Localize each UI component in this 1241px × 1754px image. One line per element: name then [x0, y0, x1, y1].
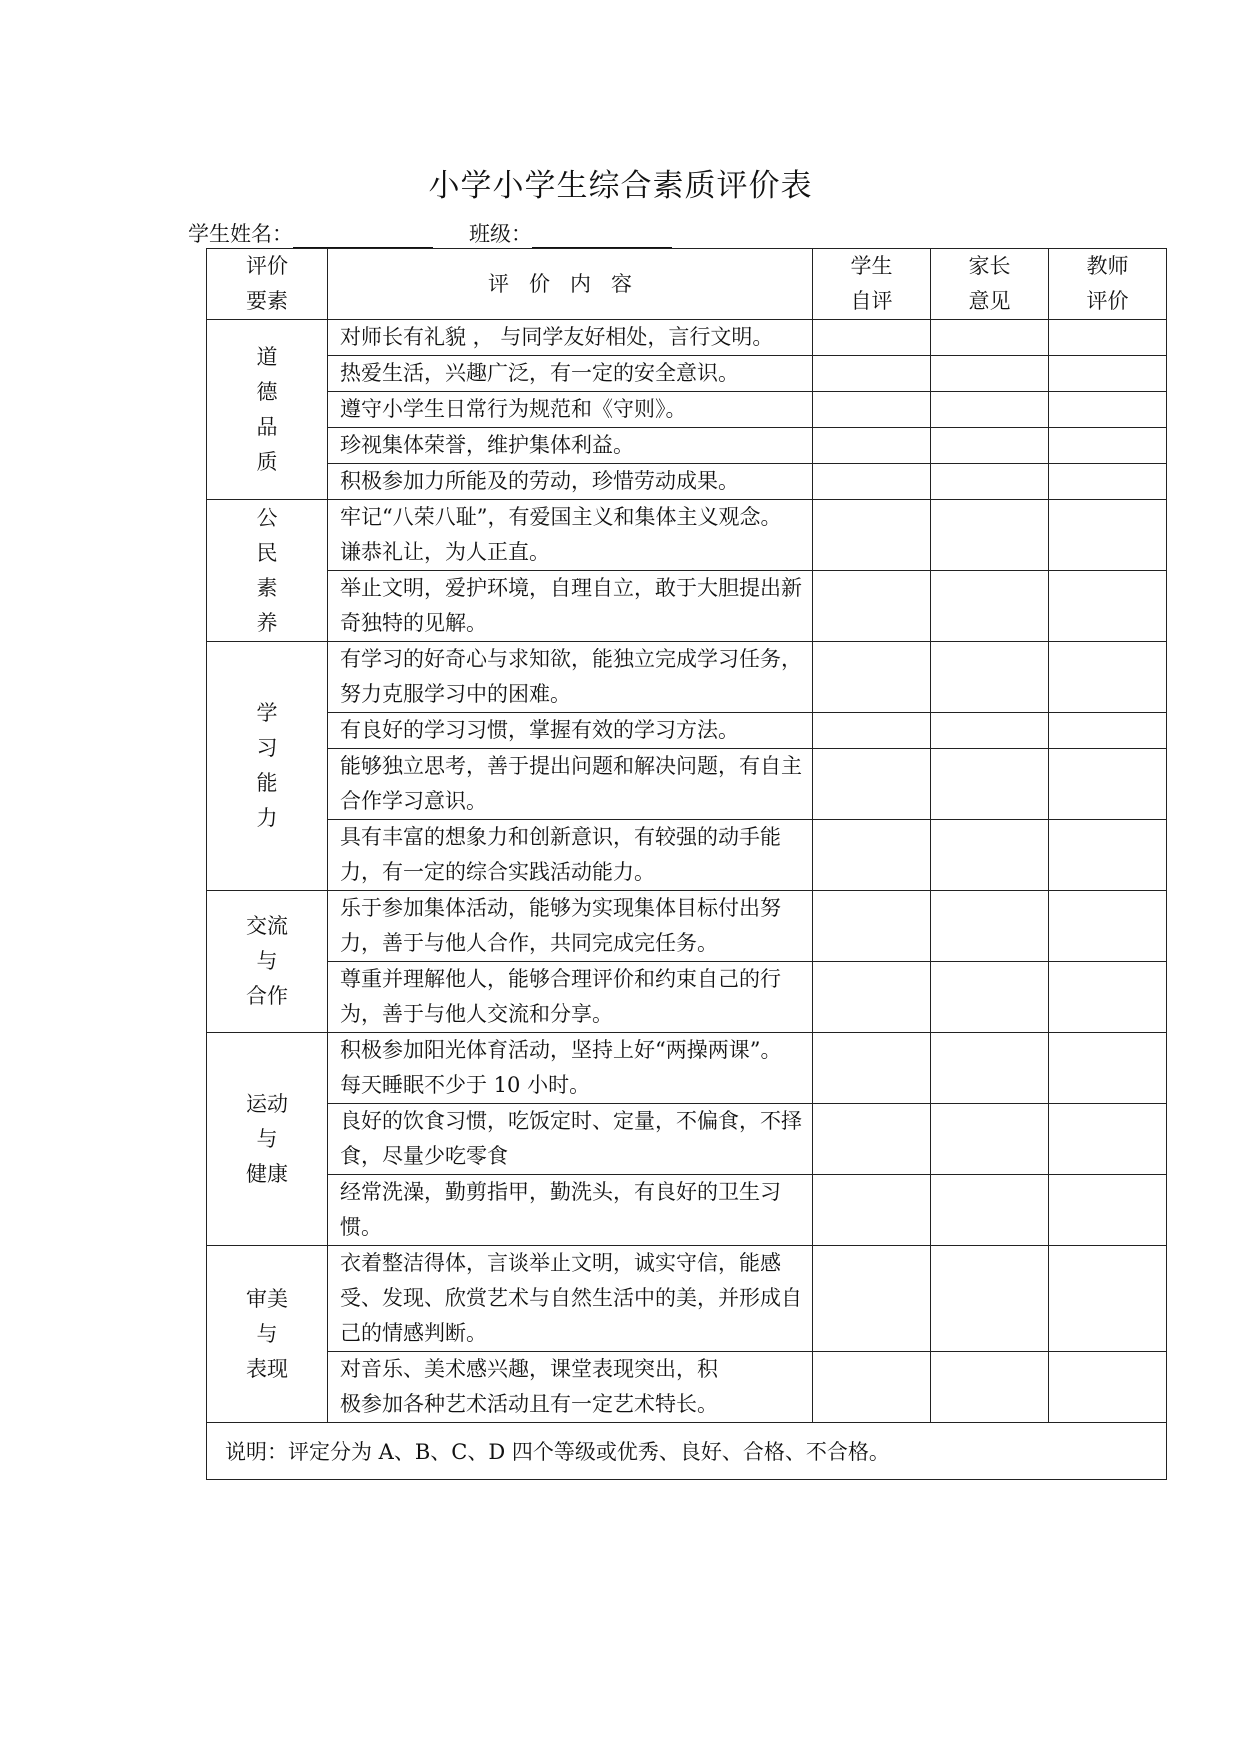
parent-opinion-cell[interactable] — [931, 1033, 1049, 1104]
evaluation-row — [207, 428, 1167, 464]
self-evaluation-cell[interactable] — [813, 320, 931, 356]
teacher-evaluation-cell[interactable] — [1049, 1352, 1167, 1423]
criterion-text: 珍视集体荣誉，维护集体利益。 — [328, 428, 813, 464]
self-evaluation-cell[interactable] — [813, 428, 931, 464]
criterion-text: 有良好的学习习惯，掌握有效的学习方法。 — [328, 713, 813, 749]
evaluation-row — [207, 749, 1167, 820]
criterion-text: 对师长有礼貌 ， 与同学友好相处，言行文明。 — [328, 320, 813, 356]
self-evaluation-cell[interactable] — [813, 642, 931, 713]
teacher-evaluation-cell[interactable] — [1049, 392, 1167, 428]
evaluation-row — [207, 356, 1167, 392]
header-content: 评价内容 — [328, 249, 813, 320]
parent-opinion-cell[interactable] — [931, 464, 1049, 500]
evaluation-row — [207, 1352, 1167, 1423]
self-evaluation-cell[interactable] — [813, 1246, 931, 1352]
class-label: 班级： — [469, 222, 532, 246]
self-evaluation-cell[interactable] — [813, 392, 931, 428]
criterion-text: 尊重并理解他人，能够合理评价和约束自己的行为，善于与他人交流和分享。 — [328, 962, 813, 1033]
teacher-evaluation-cell[interactable] — [1049, 642, 1167, 713]
self-evaluation-cell[interactable] — [813, 713, 931, 749]
teacher-evaluation-cell[interactable] — [1049, 891, 1167, 962]
evaluation-row — [207, 820, 1167, 891]
parent-opinion-cell[interactable] — [931, 1104, 1049, 1175]
student-name-field[interactable] — [293, 225, 433, 248]
evaluation-row — [207, 1033, 1167, 1104]
parent-opinion-cell[interactable] — [931, 500, 1049, 571]
category-civic-literacy: 公 民 素 养 — [207, 500, 328, 642]
evaluation-row — [207, 1104, 1167, 1175]
student-name-label: 学生姓名： — [188, 222, 293, 246]
parent-opinion-cell[interactable] — [931, 962, 1049, 1033]
teacher-evaluation-cell[interactable] — [1049, 500, 1167, 571]
category-communication-cooperation: 交流 与 合作 — [207, 891, 328, 1033]
parent-opinion-cell[interactable] — [931, 571, 1049, 642]
student-info-line — [188, 218, 672, 248]
evaluation-row — [207, 320, 1167, 356]
parent-opinion-cell[interactable] — [931, 713, 1049, 749]
teacher-evaluation-cell[interactable] — [1049, 962, 1167, 1033]
self-evaluation-cell[interactable] — [813, 1104, 931, 1175]
note-row — [207, 1423, 1167, 1480]
criterion-text: 良好的饮食习惯，吃饭定时、定量，不偏食，不择食，尽量少吃零食 — [328, 1104, 813, 1175]
teacher-evaluation-cell[interactable] — [1049, 749, 1167, 820]
parent-opinion-cell[interactable] — [931, 392, 1049, 428]
category-moral-character: 道 德 品 质 — [207, 320, 328, 500]
evaluation-table — [206, 248, 1167, 1480]
evaluation-row — [207, 713, 1167, 749]
evaluation-row — [207, 891, 1167, 962]
teacher-evaluation-cell[interactable] — [1049, 1175, 1167, 1246]
parent-opinion-cell[interactable] — [931, 320, 1049, 356]
teacher-evaluation-cell[interactable] — [1049, 571, 1167, 642]
evaluation-row — [207, 464, 1167, 500]
parent-opinion-cell[interactable] — [931, 356, 1049, 392]
evaluation-row — [207, 642, 1167, 713]
criterion-text: 遵守小学生日常行为规范和《守则》。 — [328, 392, 813, 428]
parent-opinion-cell[interactable] — [931, 1246, 1049, 1352]
self-evaluation-cell[interactable] — [813, 1033, 931, 1104]
criterion-text: 牢记“八荣八耻”，有爱国主义和集体主义观念。谦恭礼让，为人正直。 — [328, 500, 813, 571]
teacher-evaluation-cell[interactable] — [1049, 1033, 1167, 1104]
teacher-evaluation-cell[interactable] — [1049, 356, 1167, 392]
page-title: 小学小学生综合素质评价表 — [428, 168, 813, 204]
self-evaluation-cell[interactable] — [813, 962, 931, 1033]
header-self-evaluation: 学生 自评 — [813, 249, 931, 320]
parent-opinion-cell[interactable] — [931, 1175, 1049, 1246]
criterion-text: 乐于参加集体活动，能够为实现集体目标付出努力，善于与他人合作，共同完成完任务。 — [328, 891, 813, 962]
teacher-evaluation-cell[interactable] — [1049, 1104, 1167, 1175]
teacher-evaluation-cell[interactable] — [1049, 713, 1167, 749]
self-evaluation-cell[interactable] — [813, 356, 931, 392]
parent-opinion-cell[interactable] — [931, 820, 1049, 891]
criterion-text: 经常洗澡，勤剪指甲，勤洗头，有良好的卫生习惯。 — [328, 1175, 813, 1246]
teacher-evaluation-cell[interactable] — [1049, 464, 1167, 500]
self-evaluation-cell[interactable] — [813, 1175, 931, 1246]
category-aesthetics-expression: 审美 与 表现 — [207, 1246, 328, 1423]
evaluation-row — [207, 962, 1167, 1033]
criterion-text: 能够独立思考，善于提出问题和解决问题，有自主合作学习意识。 — [328, 749, 813, 820]
parent-opinion-cell[interactable] — [931, 642, 1049, 713]
category-learning-ability: 学 习 能 力 — [207, 642, 328, 891]
evaluation-row — [207, 392, 1167, 428]
teacher-evaluation-cell[interactable] — [1049, 428, 1167, 464]
teacher-evaluation-cell[interactable] — [1049, 320, 1167, 356]
category-sports-health: 运动 与 健康 — [207, 1033, 328, 1246]
criterion-text: 有学习的好奇心与求知欲，能独立完成学习任务，努力克服学习中的困难。 — [328, 642, 813, 713]
parent-opinion-cell[interactable] — [931, 1352, 1049, 1423]
parent-opinion-cell[interactable] — [931, 891, 1049, 962]
criterion-text: 积极参加阳光体育活动，坚持上好“两操两课”。每天睡眠不少于 10 小时。 — [328, 1033, 813, 1104]
parent-opinion-cell[interactable] — [931, 749, 1049, 820]
self-evaluation-cell[interactable] — [813, 500, 931, 571]
self-evaluation-cell[interactable] — [813, 820, 931, 891]
evaluation-row — [207, 1175, 1167, 1246]
criterion-text: 对音乐、美术感兴趣，课堂表现突出，积 极参加各种艺术活动且有一定艺术特长。 — [328, 1352, 813, 1423]
criterion-text: 热爱生活，兴趣广泛，有一定的安全意识。 — [328, 356, 813, 392]
criterion-text: 积极参加力所能及的劳动，珍惜劳动成果。 — [328, 464, 813, 500]
self-evaluation-cell[interactable] — [813, 1352, 931, 1423]
criterion-text: 举止文明，爱护环境，自理自立，敢于大胆提出新奇独特的见解。 — [328, 571, 813, 642]
teacher-evaluation-cell[interactable] — [1049, 1246, 1167, 1352]
criterion-text: 衣着整洁得体，言谈举止文明，诚实守信，能感受、发现、欣赏艺术与自然生活中的美，并形成自己的情感判断。 — [328, 1246, 813, 1352]
self-evaluation-cell[interactable] — [813, 891, 931, 962]
header-category: 评价 要素 — [207, 249, 328, 320]
class-field[interactable] — [532, 225, 672, 248]
self-evaluation-cell[interactable] — [813, 464, 931, 500]
parent-opinion-cell[interactable] — [931, 428, 1049, 464]
evaluation-row — [207, 1246, 1167, 1352]
header-row — [207, 249, 1167, 320]
evaluation-row — [207, 500, 1167, 571]
header-parent-opinion: 家长 意见 — [931, 249, 1049, 320]
grading-note: 说明：评定分为 A、B、C、D 四个等级或优秀、良好、合格、不合格。 — [207, 1423, 1167, 1480]
criterion-text: 具有丰富的想象力和创新意识，有较强的动手能力，有一定的综合实践活动能力。 — [328, 820, 813, 891]
header-teacher-evaluation: 教师 评价 — [1049, 249, 1167, 320]
teacher-evaluation-cell[interactable] — [1049, 820, 1167, 891]
self-evaluation-cell[interactable] — [813, 749, 931, 820]
evaluation-row — [207, 571, 1167, 642]
self-evaluation-cell[interactable] — [813, 571, 931, 642]
evaluation-table-body — [207, 249, 1167, 1480]
